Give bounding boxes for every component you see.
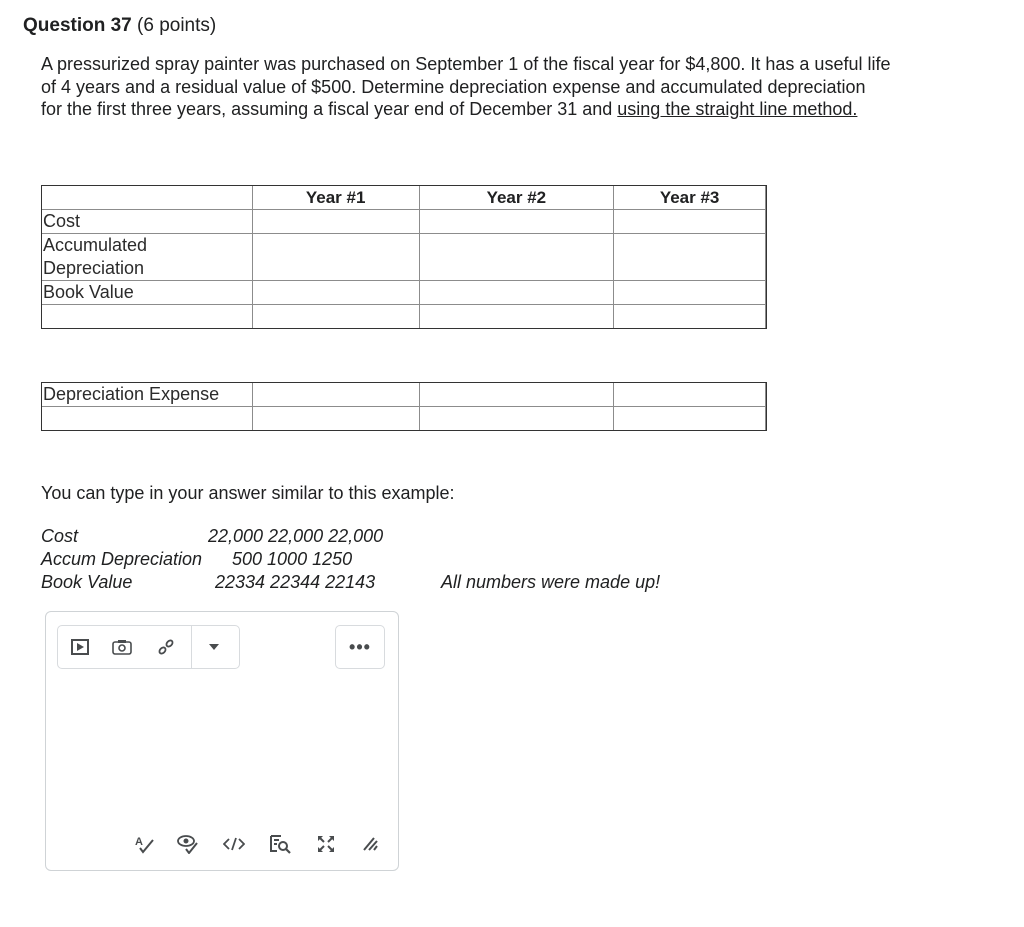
- question-title: [23, 15, 216, 37]
- dropdown-arrow-icon[interactable]: [200, 633, 228, 661]
- cell-cost-year-2[interactable]: [419, 210, 614, 234]
- insert-video-icon[interactable]: [66, 633, 94, 661]
- example-book-label: Book Value: [41, 572, 133, 592]
- cell-expense-year-1[interactable]: [252, 383, 419, 407]
- cell-accum-year-3[interactable]: [614, 234, 766, 281]
- svg-text:A: A: [135, 836, 143, 848]
- cell-cost-year-3[interactable]: [614, 210, 766, 234]
- row-label-depreciation-expense: Depreciation Expense: [42, 383, 253, 407]
- question-text-main: A pressurized spray painter was purchased on September 1 of the fiscal year for $4,800. It has a useful life of 4 years and a residual value of $500. Determine depreciation expense and accumulated depreciation for the first three years, assuming a fiscal year end of December 31 and: [41, 54, 891, 119]
- example-cost-values: 22,000 22,000 22,000: [208, 526, 384, 546]
- table-row: [42, 234, 766, 281]
- insert-link-icon[interactable]: [152, 633, 180, 661]
- cell-empty[interactable]: [42, 407, 253, 431]
- cell-empty[interactable]: [419, 407, 614, 431]
- accessibility-check-icon[interactable]: [174, 830, 202, 858]
- question-number: Question 37: [23, 15, 132, 36]
- cell-empty[interactable]: [614, 407, 766, 431]
- row-label-accumulated-depreciation: Accumulated Depreciation: [42, 234, 253, 281]
- example-cost-label: Cost: [41, 526, 79, 546]
- preview-icon[interactable]: [266, 830, 294, 858]
- cell-empty[interactable]: [252, 407, 419, 431]
- answer-editor[interactable]: [45, 611, 399, 871]
- table-row: [42, 305, 766, 329]
- example-accum-label: Accum Depreciation: [41, 549, 203, 569]
- example-accum-values: 500 1000 1250: [232, 549, 353, 569]
- question-points: (6 points): [137, 15, 217, 36]
- depreciation-expense-table: [41, 382, 766, 431]
- cell-empty[interactable]: [42, 305, 253, 329]
- insert-image-icon[interactable]: [108, 633, 136, 661]
- toolbar-divider: [191, 626, 192, 668]
- table-header-row: [42, 186, 766, 210]
- cell-accum-year-1[interactable]: [252, 234, 419, 281]
- header-year-3: Year #3: [614, 186, 766, 210]
- spellcheck-icon[interactable]: [130, 830, 158, 858]
- question-text: [41, 53, 891, 121]
- table-row: [42, 407, 766, 431]
- example-intro: You can type in your answer similar to this example:: [41, 483, 455, 503]
- cell-empty[interactable]: [252, 305, 419, 329]
- depreciation-table: [41, 185, 766, 329]
- fullscreen-icon[interactable]: [312, 830, 340, 858]
- cell-empty[interactable]: [419, 305, 614, 329]
- header-year-2: Year #2: [419, 186, 614, 210]
- cell-expense-year-3[interactable]: [614, 383, 766, 407]
- example-note: All numbers were made up!: [441, 572, 661, 592]
- editor-toolbar: [57, 625, 240, 669]
- editor-bottom-toolbar: [130, 830, 390, 858]
- cell-book-year-2[interactable]: [419, 281, 614, 305]
- cell-book-year-1[interactable]: [252, 281, 419, 305]
- cell-empty[interactable]: [614, 305, 766, 329]
- cell-cost-year-1[interactable]: [252, 210, 419, 234]
- table-corner-cell: [42, 186, 253, 210]
- row-label-book-value: Book Value: [42, 281, 253, 305]
- source-code-icon[interactable]: [220, 830, 248, 858]
- cell-accum-year-2[interactable]: [419, 234, 614, 281]
- table-row: [42, 210, 766, 234]
- cell-book-year-3[interactable]: [614, 281, 766, 305]
- resize-handle-icon[interactable]: [356, 830, 384, 858]
- example-book-values: 22334 22344 22143: [215, 572, 376, 592]
- table-row: [42, 281, 766, 305]
- more-options-icon[interactable]: •••: [335, 625, 385, 669]
- row-label-cost: Cost: [42, 210, 253, 234]
- question-text-underlined: using the straight line method.: [617, 99, 858, 119]
- cell-expense-year-2[interactable]: [419, 383, 614, 407]
- table-row: [42, 383, 766, 407]
- header-year-1: Year #1: [252, 186, 419, 210]
